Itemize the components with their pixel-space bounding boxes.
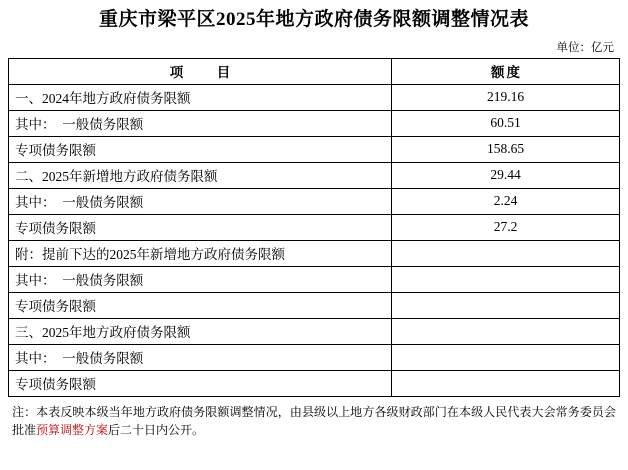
row-item-label: 专项债务限额 (9, 292, 392, 318)
row-item-label: 其中： 一般债务限额 (9, 110, 392, 136)
table-note (8, 403, 620, 439)
table-row (9, 318, 620, 344)
table-header-row (9, 58, 620, 84)
table-row (9, 370, 620, 396)
row-amount-value: 27.2 (392, 214, 620, 240)
table-row (9, 214, 620, 240)
row-amount-value: 158.65 (392, 136, 620, 162)
table-row (9, 188, 620, 214)
table-row (9, 84, 620, 110)
table-body (9, 84, 620, 396)
note-prefix: 注：本表反映本级当年地方政府债务限额调整情况，由县级以上地方各级财政部门在本级人民代表大会常务委员会批准 (12, 404, 616, 437)
row-amount-value (392, 370, 620, 396)
column-header-amount: 额度 (392, 58, 620, 84)
row-amount-value: 219.16 (392, 84, 620, 110)
row-item-label: 其中： 一般债务限额 (9, 266, 392, 292)
table-row (9, 344, 620, 370)
table-row (9, 110, 620, 136)
row-item-label: 三、2025年地方政府债务限额 (9, 318, 392, 344)
row-amount-value: 60.51 (392, 110, 620, 136)
table-row (9, 266, 620, 292)
note-suffix: 后二十日内公开。 (108, 422, 205, 437)
row-item-label: 一、2024年地方政府债务限额 (9, 84, 392, 110)
row-amount-value (392, 292, 620, 318)
unit-label: 单位：亿元 (556, 41, 614, 54)
row-item-label: 二、2025年新增地方政府债务限额 (9, 162, 392, 188)
table-row (9, 136, 620, 162)
column-header-item: 项 目 (9, 58, 392, 84)
row-amount-value: 29.44 (392, 162, 620, 188)
row-amount-value (392, 266, 620, 292)
row-item-label: 附：提前下达的2025年新增地方政府债务限额 (9, 240, 392, 266)
row-amount-value (392, 318, 620, 344)
row-item-label: 专项债务限额 (9, 370, 392, 396)
row-item-label: 专项债务限额 (9, 214, 392, 240)
document-page (0, 8, 628, 470)
debt-limit-table (8, 58, 620, 397)
row-item-label: 其中： 一般债务限额 (9, 344, 392, 370)
note-highlight: 预算调整方案 (36, 422, 109, 437)
table-row (9, 292, 620, 318)
page-title: 重庆市梁平区2025年地方政府债务限额调整情况表 (98, 9, 529, 30)
table-row (9, 162, 620, 188)
table-row (9, 240, 620, 266)
row-item-label: 专项债务限额 (9, 136, 392, 162)
row-item-label: 其中： 一般债务限额 (9, 188, 392, 214)
row-amount-value (392, 344, 620, 370)
row-amount-value: 2.24 (392, 188, 620, 214)
row-amount-value (392, 240, 620, 266)
